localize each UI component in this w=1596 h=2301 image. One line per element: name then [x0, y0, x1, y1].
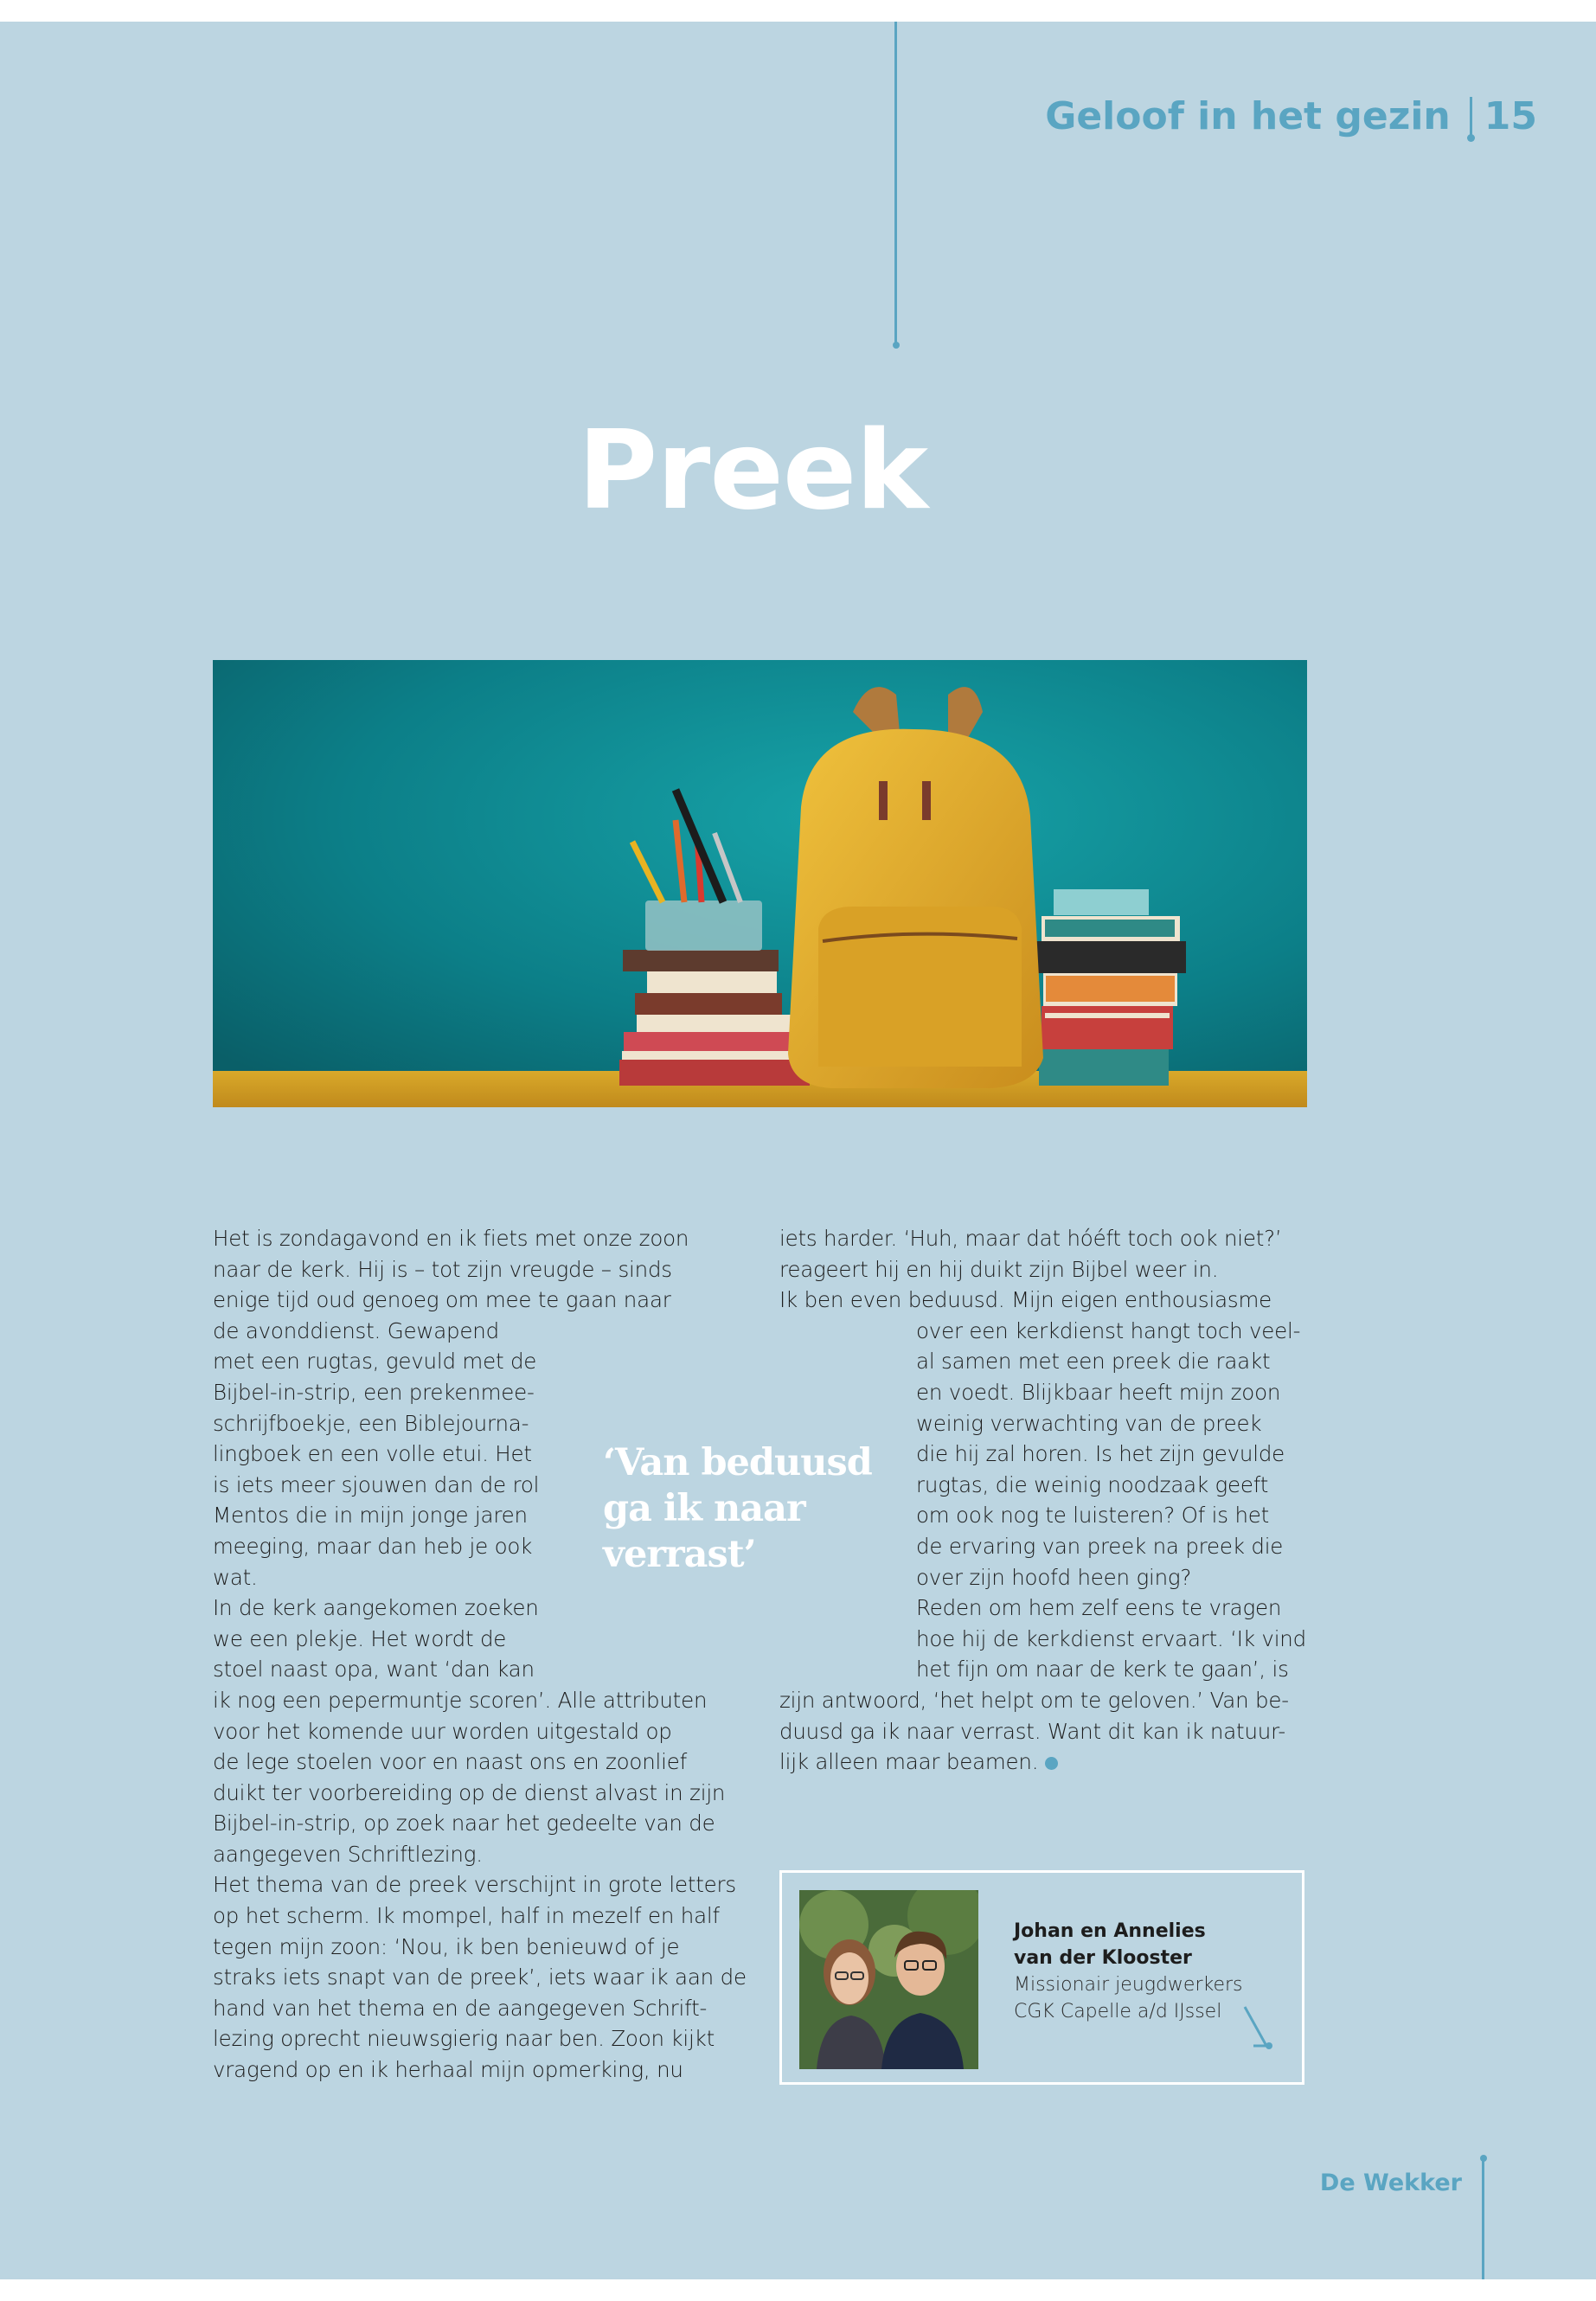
author-box — [779, 1870, 1304, 2085]
body-text-line: voor het komende uur worden uitgestald op — [213, 1718, 672, 1744]
body-text-line: die hij zal horen. Is het zijn gevulde — [916, 1441, 1285, 1467]
body-text-line: naar de kerk. Hij is – tot zijn vreugde – sinds — [213, 1256, 672, 1282]
body-text-line: lijk alleen maar beamen. — [779, 1747, 1316, 1778]
body-text-line: al samen met een preek die raakt — [916, 1349, 1271, 1375]
body-text-line: enige tijd oud genoeg om mee te gaan naar — [213, 1287, 671, 1313]
body-text-line: we een plekje. Het wordt de — [213, 1625, 507, 1651]
top-divider-line — [894, 22, 897, 346]
pull-quote: ‘Van beduusd ga ik naar verrast’ — [603, 1441, 872, 1576]
body-text-line: Bijbel-in-strip, op zoek naar het gedeelte van de — [213, 1811, 715, 1836]
body-text-line: de avonddienst. Gewapend — [213, 1317, 499, 1343]
body-text-line: weinig verwachting van de preek — [916, 1410, 1262, 1436]
body-text-line: rugtas, die weinig noodzaak geeft — [916, 1471, 1269, 1497]
body-text-line: Bijbel-in-strip, een prekenmee- — [213, 1379, 535, 1405]
body-text-line: de lege stoelen voor en naast ons en zoonlief — [213, 1749, 688, 1775]
publication-name: De Wekker — [1319, 2170, 1462, 2196]
body-text-line: aangegeven Schriftlezing. — [213, 1841, 483, 1867]
article-title: Preek — [577, 407, 928, 534]
body-text-line: over zijn hoofd heen ging? — [916, 1564, 1192, 1590]
body-text-line: meeging, maar dan heb je ook — [213, 1533, 533, 1559]
right-column-top-lines — [779, 1223, 1316, 1316]
body-text-line: om ook nog te luisteren? Of is het — [916, 1503, 1270, 1529]
body-text-line: het fijn om naar de kerk te gaan’, is — [916, 1657, 1289, 1682]
body-text-line: Het is zondagavond en ik fiets met onze zoon — [213, 1226, 689, 1251]
body-text-line: schrijfboekje, een Biblejourna- — [213, 1410, 529, 1436]
body-text-line: de ervaring van preek na preek die — [916, 1533, 1284, 1559]
author-name — [1014, 1918, 1206, 1971]
article-end-dot — [1045, 1757, 1058, 1770]
article-left-column — [213, 1223, 749, 2086]
body-text-line: stoel naast opa, want ‘dan kan — [213, 1657, 535, 1682]
author-box-pointer-line — [1240, 2003, 1275, 2054]
body-text-line: lezing oprecht nieuwsgierig naar ben. Zoon kijkt — [213, 2026, 715, 2052]
body-text-line: Ik ben even beduusd. Mijn eigen enthousiasme — [779, 1287, 1272, 1313]
article-right-column — [779, 1223, 1316, 1778]
hero-image-backpack — [213, 660, 1307, 1107]
body-text-line: iets harder. ‘Huh, maar dat hóéft toch ook niet?’ — [779, 1226, 1282, 1251]
top-divider-dot — [893, 342, 900, 349]
body-text-line: met een rugtas, gevuld met de — [213, 1349, 537, 1375]
author-portrait-illustration — [799, 1890, 978, 2069]
body-text-line: straks iets snapt van de preek’, iets waar ik aan de — [213, 1965, 747, 1990]
author-role-line-2: CGK Capelle a/d IJssel — [1014, 2001, 1222, 2022]
backpack-books-illustration — [213, 660, 1307, 1107]
body-text-line: zijn antwoord, ‘het helpt om te geloven.’ Van be- — [779, 1687, 1289, 1713]
body-text-line: over een kerkdienst hangt toch veel- — [916, 1317, 1301, 1343]
body-text-line: hoe hij de kerkdienst ervaart. ‘Ik vind — [916, 1625, 1306, 1651]
footer-divider-line — [1482, 2158, 1484, 2279]
body-text-line: duusd ga ik naar verrast. Want dit kan ik natuur- — [779, 1718, 1286, 1744]
body-text-line: vragend op en ik herhaal mijn opmerking, nu — [213, 2057, 683, 2083]
body-text-line: en voedt. Blijkbaar heeft mijn zoon — [916, 1379, 1281, 1405]
right-column-indented-lines — [779, 1316, 1316, 1685]
body-text-line: Mentos die in mijn jonge jaren — [213, 1503, 528, 1529]
footer-divider-dot — [1480, 2155, 1487, 2162]
author-photo — [799, 1890, 978, 2069]
left-column-lines — [213, 1223, 749, 2086]
author-name-line-1: Johan en Annelies — [1014, 1920, 1206, 1942]
body-text-line: In de kerk aangekomen zoeken — [213, 1595, 539, 1621]
page-header — [1045, 94, 1537, 138]
body-text-line: is iets meer sjouwen dan de rol — [213, 1471, 540, 1497]
magazine-page — [0, 22, 1596, 2279]
body-text-line: lingboek en een volle etui. Het — [213, 1441, 532, 1467]
body-text-line: Het thema van de preek verschijnt in grote letters — [213, 1872, 736, 1898]
body-text-line: Reden om hem zelf eens te vragen — [916, 1595, 1282, 1621]
body-text-line: op het scherm. Ik mompel, half in mezelf en half — [213, 1903, 720, 1929]
body-text-line: ik nog een pepermuntje scoren’. Alle attributen — [213, 1687, 708, 1713]
body-text-line: wat. — [213, 1564, 258, 1590]
right-column-bottom-lines — [779, 1685, 1316, 1778]
body-text-line: duikt ter voorbereiding op de dienst alvast in zijn — [213, 1779, 726, 1805]
body-text-line: tegen mijn zoon: ‘Nou, ik ben benieuwd of je — [213, 1933, 680, 1959]
page-number: 15 — [1484, 94, 1537, 138]
author-role-line-1: Missionair jeugdwerkers — [1014, 1974, 1243, 1996]
body-text-line: reageert hij en hij duikt zijn Bijbel weer in. — [779, 1256, 1219, 1282]
author-role — [1014, 1971, 1243, 2025]
author-name-line-2: van der Klooster — [1014, 1947, 1192, 1969]
section-title: Geloof in het gezin — [1045, 94, 1451, 138]
body-text-line: hand van het thema en de aangegeven Schrift- — [213, 1995, 708, 2021]
header-separator — [1470, 97, 1472, 137]
